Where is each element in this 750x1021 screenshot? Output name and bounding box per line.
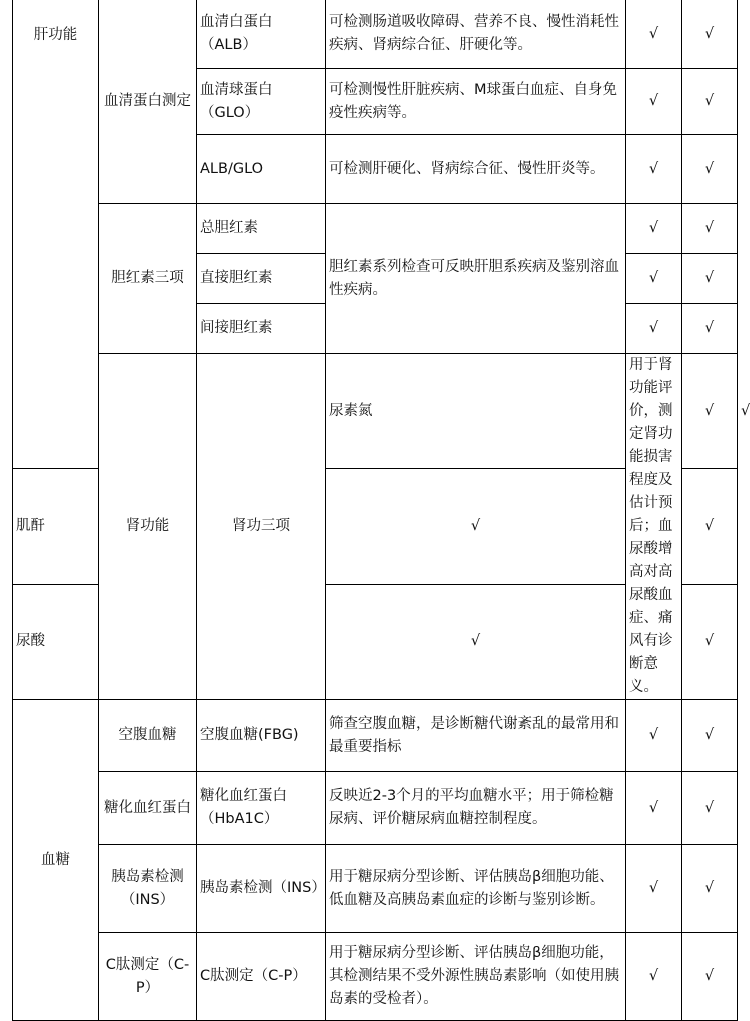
check-cell: √	[682, 772, 738, 845]
check-cell: √	[682, 204, 738, 254]
description-cell: 可检测肠道吸收障碍、营养不良、慢性消耗性疾病、肾病综合征、肝硬化等。	[326, 0, 626, 69]
group-cell: 糖化血红蛋白	[99, 772, 197, 845]
category-cell: 肾功能	[99, 354, 197, 700]
check-cell: √	[626, 772, 682, 845]
check-cell: √	[626, 204, 682, 254]
group-cell: 空腹血糖	[99, 700, 197, 772]
check-cell: √	[682, 700, 738, 772]
item-cell: 胰岛素检测（INS）	[197, 845, 326, 933]
check-cell: √	[682, 845, 738, 933]
exam-items-table	[12, 0, 750, 1021]
check-cell: √	[682, 254, 738, 304]
check-cell: √	[626, 304, 682, 354]
check-cell: √	[682, 933, 738, 1021]
description-cell: 用于糖尿病分型诊断、评估胰岛β细胞功能，其检测结果不受外源性胰岛素影响（如使用胰岛素的受检者）。	[326, 933, 626, 1021]
group-cell: 胆红素三项	[99, 204, 197, 354]
description-cell: 可检测肝硬化、肾病综合征、慢性肝炎等。	[326, 135, 626, 204]
description-cell: 用于肾功能评价，测定肾功能损害程度及估计预后；血尿酸增高对高尿酸血症、痛风有诊断意义。	[626, 354, 682, 700]
description-cell: 可检测慢性肝脏疾病、M球蛋白血症、自身免疫性疾病等。	[326, 69, 626, 135]
check-cell: √	[626, 933, 682, 1021]
item-cell: 血清球蛋白（GLO）	[197, 69, 326, 135]
table-row	[13, 0, 738, 69]
description-cell: 胆红素系列检查可反映肝胆系疾病及鉴别溶血性疾病。	[326, 204, 626, 354]
check-cell: √	[626, 254, 682, 304]
table-row	[13, 700, 738, 772]
group-cell: 血清蛋白测定	[99, 0, 197, 204]
check-cell: √	[682, 304, 738, 354]
table-row	[13, 933, 738, 1021]
check-cell: √	[626, 845, 682, 933]
group-cell: C肽测定（C-P）	[99, 933, 197, 1021]
check-cell: √	[326, 469, 626, 584]
item-cell: 糖化血红蛋白（HbA1C）	[197, 772, 326, 845]
item-cell: 直接胆红素	[197, 254, 326, 304]
check-cell: √	[682, 135, 738, 204]
category-cell: 血糖	[13, 700, 99, 1021]
group-cell: 胰岛素检测（INS）	[99, 845, 197, 933]
check-cell: √	[626, 69, 682, 135]
item-cell: ALB/GLO	[197, 135, 326, 204]
item-cell: 尿酸	[13, 584, 99, 699]
description-cell: 用于糖尿病分型诊断、评估胰岛β细胞功能、低血糖及高胰岛素血症的诊断与鉴别诊断。	[326, 845, 626, 933]
check-cell: √	[682, 584, 738, 699]
item-cell: C肽测定（C-P）	[197, 933, 326, 1021]
item-cell: 血清白蛋白（ALB）	[197, 0, 326, 69]
check-cell: √	[682, 0, 738, 69]
table-row: 肾功能 肾功三项 尿素氮 用于肾功能评价，测定肾功能损害程度及估计预后；血尿酸增高对高尿酸血症、痛风有诊断意义。 √ √	[13, 354, 738, 469]
table-row	[13, 204, 738, 254]
check-cell: √	[326, 584, 626, 699]
item-cell: 间接胆红素	[197, 304, 326, 354]
check-cell: √	[682, 69, 738, 135]
item-cell: 肌酐	[13, 469, 99, 584]
check-cell: √	[626, 0, 682, 69]
table-row	[13, 772, 738, 845]
description-cell: 反映近2-3个月的平均血糖水平；用于筛检糖尿病、评价糖尿病血糖控制程度。	[326, 772, 626, 845]
item-cell: 空腹血糖(FBG)	[197, 700, 326, 772]
check-cell: √	[682, 354, 738, 469]
description-cell: 筛查空腹血糖，是诊断糖代谢紊乱的最常用和最重要指标	[326, 700, 626, 772]
group-cell: 肾功三项	[197, 354, 326, 700]
check-cell: √	[626, 135, 682, 204]
check-cell: √	[682, 469, 738, 584]
category-cell: 肝功能	[13, 0, 99, 469]
item-cell: 尿素氮	[326, 354, 626, 469]
table-row	[13, 845, 738, 933]
item-cell: 总胆红素	[197, 204, 326, 254]
check-cell: √	[626, 700, 682, 772]
